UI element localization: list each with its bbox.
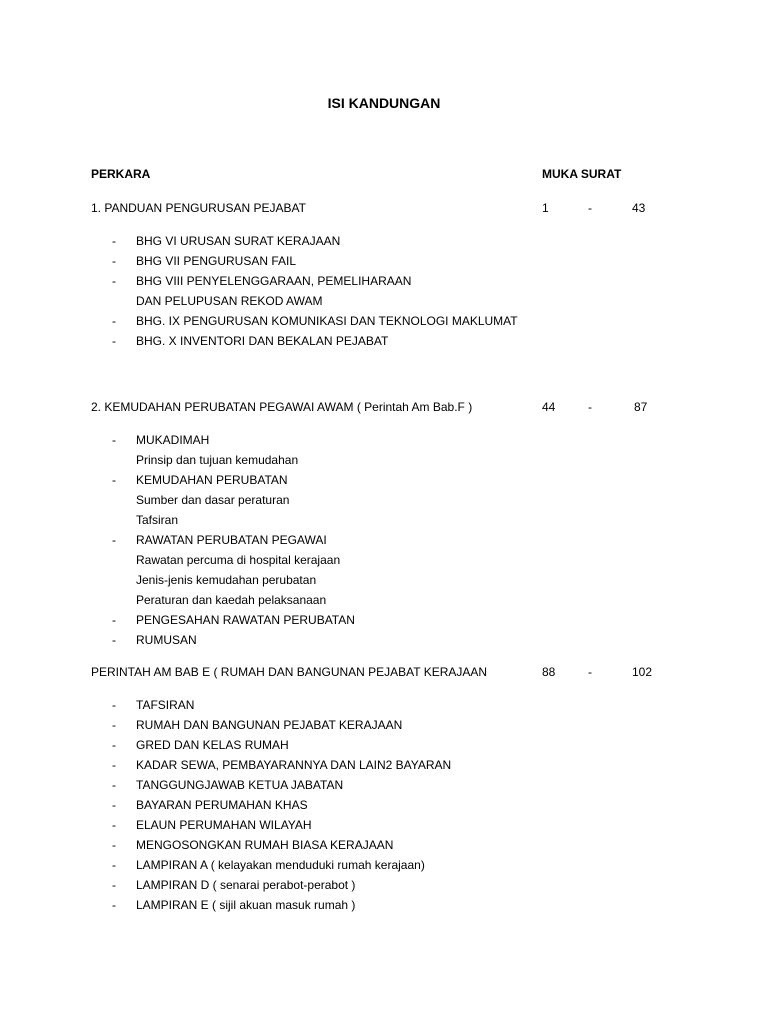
list-item-sub: Rawatan percuma di hospital kerajaan — [136, 553, 341, 567]
list-item: TAFSIRAN — [136, 698, 195, 712]
bullet-dash: - — [112, 274, 116, 288]
section-heading: 2. KEMUDAHAN PERUBATAN PEGAWAI AWAM ( Perintah Am Bab.F ) — [91, 400, 473, 414]
bullet-dash: - — [112, 778, 116, 792]
bullet-dash: - — [112, 898, 116, 912]
column-header-muka-surat: MUKA SURAT — [542, 167, 622, 181]
list-item: LAMPIRAN E ( sijil akuan masuk rumah ) — [136, 898, 356, 912]
list-item: BHG VI URUSAN SURAT KERAJAAN — [136, 234, 341, 248]
bullet-dash: - — [112, 878, 116, 892]
column-header-perkara: PERKARA — [91, 167, 151, 181]
page-to: 87 — [634, 400, 648, 414]
bullet-dash: - — [112, 314, 116, 328]
section-heading: 1. PANDUAN PENGURUSAN PEJABAT — [91, 201, 306, 215]
section-heading: PERINTAH AM BAB E ( RUMAH DAN BANGUNAN PEJABAT KERAJAAN — [91, 665, 488, 679]
list-item-continuation: DAN PELUPUSAN REKOD AWAM — [136, 294, 323, 308]
bullet-dash: - — [112, 254, 116, 268]
list-item: LAMPIRAN A ( kelayakan menduduki rumah kerajaan) — [136, 858, 425, 872]
bullet-dash: - — [112, 473, 116, 487]
bullet-dash: - — [112, 758, 116, 772]
page-separator: - — [588, 201, 592, 215]
list-item: RUMUSAN — [136, 633, 197, 647]
page-from: 44 — [542, 400, 556, 414]
list-item: MENGOSONGKAN RUMAH BIASA KERAJAAN — [136, 838, 394, 852]
page-separator: - — [588, 400, 592, 414]
bullet-dash: - — [112, 433, 116, 447]
list-item: LAMPIRAN D ( senarai perabot-perabot ) — [136, 878, 356, 892]
list-item: MUKADIMAH — [136, 433, 210, 447]
list-item: RAWATAN PERUBATAN PEGAWAI — [136, 533, 327, 547]
bullet-dash: - — [112, 738, 116, 752]
page-from: 88 — [542, 665, 556, 679]
list-item: BHG VIII PENYELENGGARAAN, PEMELIHARAAN — [136, 274, 412, 288]
bullet-dash: - — [112, 533, 116, 547]
document-title: ISI KANDUNGAN — [327, 95, 441, 111]
bullet-dash: - — [112, 818, 116, 832]
bullet-dash: - — [112, 334, 116, 348]
list-item-sub: Tafsiran — [136, 513, 179, 527]
list-item-sub: Jenis-jenis kemudahan perubatan — [136, 573, 317, 587]
list-item: RUMAH DAN BANGUNAN PEJABAT KERAJAAN — [136, 718, 403, 732]
bullet-dash: - — [112, 633, 116, 647]
list-item: TANGGUNGJAWAB KETUA JABATAN — [136, 778, 344, 792]
bullet-dash: - — [112, 234, 116, 248]
page-separator: - — [588, 665, 592, 679]
list-item: BHG. IX PENGURUSAN KOMUNIKASI DAN TEKNOLOGI MAKLUMAT — [136, 314, 518, 328]
page-from: 1 — [542, 201, 549, 215]
page-to: 102 — [632, 665, 653, 679]
bullet-dash: - — [112, 798, 116, 812]
list-item: PENGESAHAN RAWATAN PERUBATAN — [136, 613, 355, 627]
list-item: ELAUN PERUMAHAN WILAYAH — [136, 818, 312, 832]
list-item: KEMUDAHAN PERUBATAN — [136, 473, 288, 487]
list-item: BAYARAN PERUMAHAN KHAS — [136, 798, 308, 812]
list-item: GRED DAN KELAS RUMAH — [136, 738, 289, 752]
bullet-dash: - — [112, 838, 116, 852]
bullet-dash: - — [112, 858, 116, 872]
page-to: 43 — [632, 201, 646, 215]
bullet-dash: - — [112, 613, 116, 627]
list-item-sub: Sumber dan dasar peraturan — [136, 493, 290, 507]
list-item-sub: Peraturan dan kaedah pelaksanaan — [136, 593, 327, 607]
list-item: KADAR SEWA, PEMBAYARANNYA DAN LAIN2 BAYARAN — [136, 758, 452, 772]
bullet-dash: - — [112, 718, 116, 732]
list-item-sub: Prinsip dan tujuan kemudahan — [136, 453, 299, 467]
list-item: BHG. X INVENTORI DAN BEKALAN PEJABAT — [136, 334, 389, 348]
bullet-dash: - — [112, 698, 116, 712]
list-item: BHG VII PENGURUSAN FAIL — [136, 254, 297, 268]
